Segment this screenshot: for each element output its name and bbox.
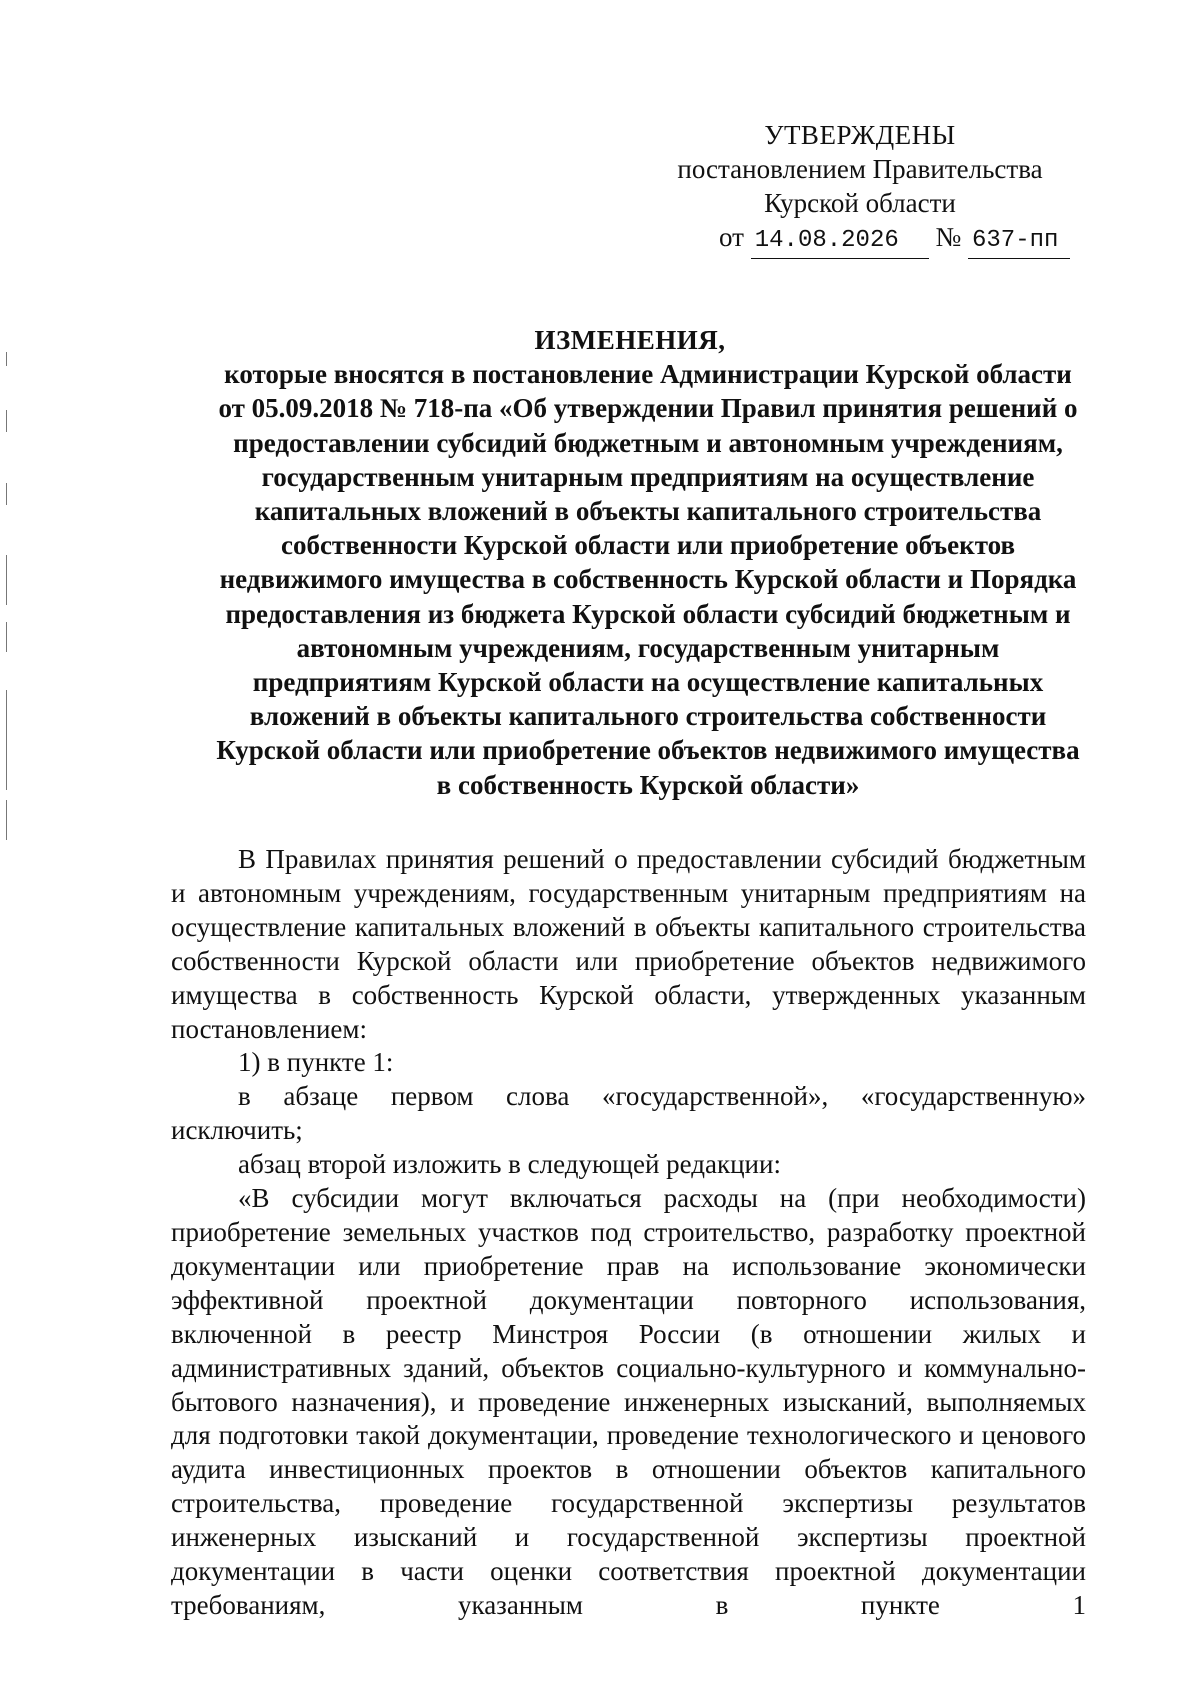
heading-title: ИЗМЕНЕНИЯ, [534, 325, 726, 355]
approval-line-2: Курской области [764, 188, 956, 218]
paragraph-quoted-text: «В субсидии могут включаться расходы на (при необходимости) приобретение земельных участков под строительство, разработку проектной документации или приобретение прав на использование экономически эффективной проектной документации повторного использования, включенной в реестр Минстроя России (в отношении жилых и административных зданий, объектов социально-культурного и коммунально-бытового назначения), и проведение инженерных изысканий, выполняемых для подготовки такой документации, проведение технологического и ценового аудита инвестиционных проектов в отношении объектов капитального строительства, проведение государственной экспертизы результатов инженерных изысканий и государственной экспертизы проектной документации в части оценки соответствия проектной документации требованиям, указанным в пункте 1 [171, 1183, 1086, 1620]
paragraph-exclusion: в абзаце первом слова «государственной», «государственную» исключить; [171, 1081, 1086, 1146]
scan-margin-mark [6, 555, 7, 605]
approval-title: УТВЕРЖДЕНЫ [764, 120, 956, 150]
approval-date: 14.08.2026 [751, 224, 929, 259]
date-prefix: от [719, 222, 744, 252]
scan-margin-mark [6, 690, 7, 790]
document-heading [180, 323, 1080, 802]
paragraph-second-abstract: абзац второй изложить в следующей редакции: [238, 1149, 781, 1180]
approval-line-1: постановлением Правительства [677, 154, 1043, 184]
approval-number: 637-пп [968, 224, 1070, 259]
paragraph-intro: В Правилах принятия решений о предоставлении субсидий бюджетным и автономным учреждениям, государственным унитарным предприятиям на осуществление капитальных вложений в объекты капитального строительства собственности Курской области или приобретение объектов недвижимого имущества в собственность Курской области, утвержденных указанным постановлением: [171, 844, 1086, 1044]
number-prefix: № [935, 222, 962, 252]
heading-text: которые вносятся в постановление Администрации Курской области от 05.09.2018 № 718-па «Об утверждении Правил принятия решений о предоставлении субсидий бюджетным и автономным учреждениям, государственным унитарным предприятиям на осуществление капитальных вложений в объекты капитального строительства собственности Курской области или приобретение объектов недвижимого имущества в собственность Курской области и Порядка предоставления из бюджета Курской области субсидий бюджетным и автономным учреждениям, государственным унитарным предприятиям Курской области на осуществление капитальных вложений в объекты капитального строительства собственности Курской области или приобретение объектов недвижимого имущества в собственность Курской области» [216, 359, 1080, 800]
scan-margin-mark [6, 622, 7, 652]
scan-margin-mark [6, 410, 7, 432]
document-body [171, 843, 1086, 1623]
scan-margin-mark [6, 800, 7, 840]
approval-block [640, 118, 1080, 259]
scan-margin-mark [6, 483, 7, 505]
approval-date-line [640, 220, 1080, 259]
scan-margin-mark [6, 352, 7, 366]
paragraph-item-1: 1) в пункте 1: [238, 1047, 394, 1078]
